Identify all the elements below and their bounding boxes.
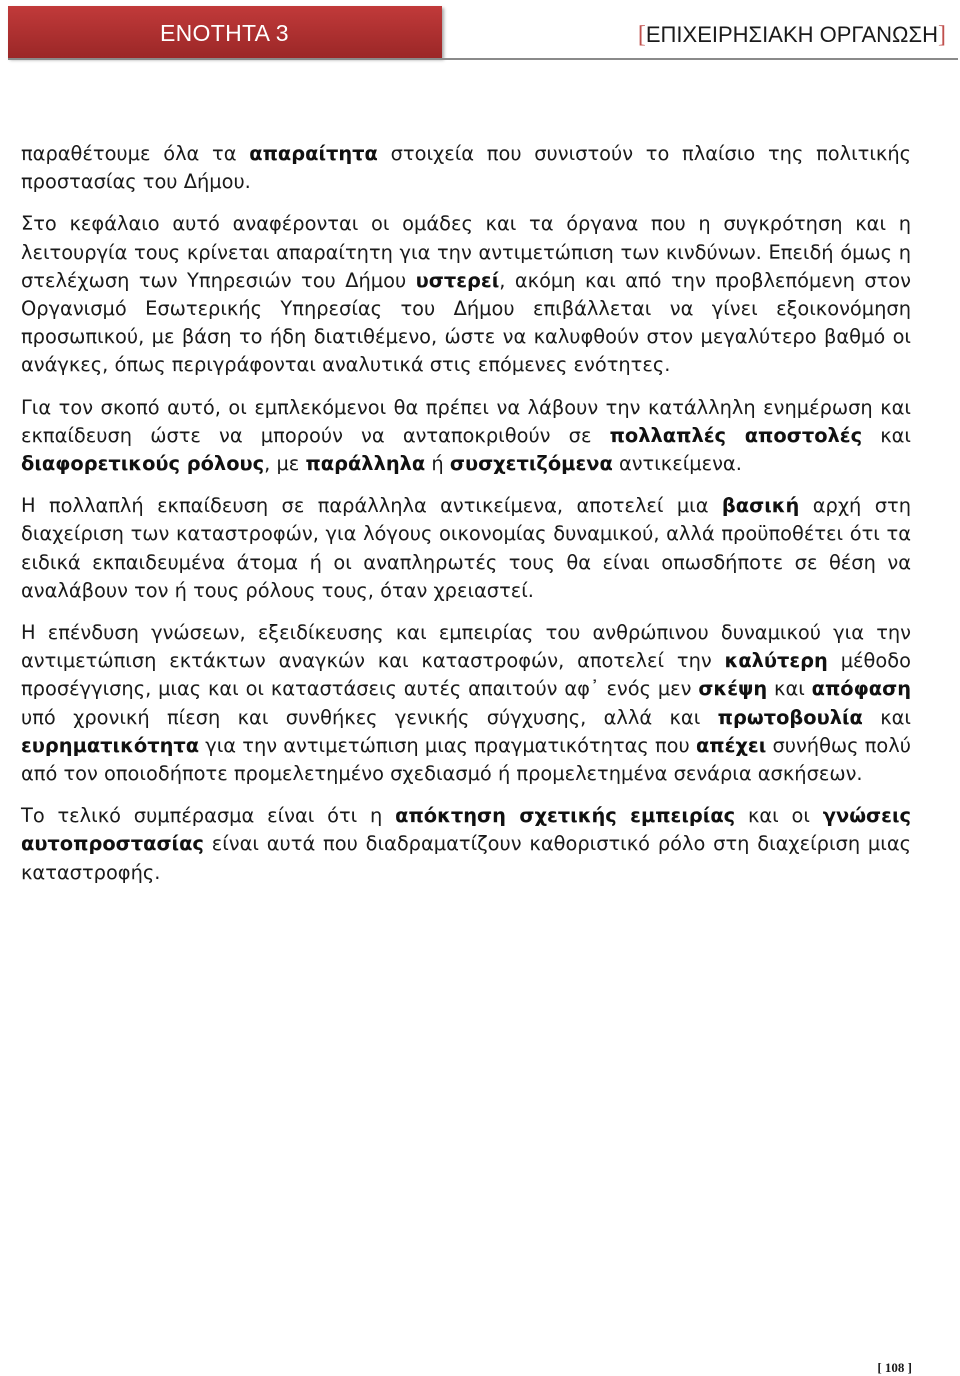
- section-label: ΕΝΟΤΗΤΑ 3: [160, 20, 289, 46]
- bold-text: πολλαπλές αποστολές: [609, 423, 863, 447]
- bold-text: βασική: [721, 494, 800, 518]
- paragraph-text: αρχή στη διαχείριση των καταστροφών, για λόγους οικονομίας δυναμικού, αλλά προϋποθέτει ότι τα ειδικά εκπαιδευμένα άτομα ή οι αναπληρωτές τους θα είναι οπωσδήποτε σε θέση να αναλάβουν τον ή τους ρόλους τους, όταν χρειαστεί.: [21, 494, 911, 602]
- document-body: [21, 140, 911, 901]
- paragraph-text: και: [767, 677, 812, 701]
- paragraph-text: Στο κεφάλαιο αυτό αναφέρονται οι ομάδες και τα όργανα που η συγκρότηση και η λειτουργία τους κρίνεται απαραίτητη για την αντιμετώπιση των κινδύνων. Επειδή όμως η στελέχωση των Υπηρεσιών του Δήμου: [21, 212, 911, 292]
- paragraph-text: μέθοδο προσέγγισης, μιας και οι καταστάσεις αυτές απαιτούν αφ᾽ ενός μεν: [21, 649, 911, 701]
- paragraph-text: και οι: [735, 804, 823, 828]
- section-tab: [8, 6, 442, 58]
- bold-text: διαφορετικούς ρόλους: [21, 452, 265, 476]
- bold-text: απόφαση: [811, 677, 912, 701]
- paragraph-text: ή: [425, 452, 450, 476]
- bold-text: πρωτοβουλία: [717, 705, 863, 729]
- paragraph-text: για την αντιμετώπιση μιας πραγματικότητας που: [199, 733, 696, 757]
- title-bracket-close: ]: [938, 22, 946, 48]
- bold-text: απαραίτητα: [249, 142, 378, 165]
- paragraph-text: , με: [264, 452, 306, 476]
- paragraph-text: υπό χρονική πίεση και συνθήκες γενικής σύγχυσης, αλλά και: [21, 705, 718, 729]
- header-divider: [8, 58, 958, 60]
- page-header: [8, 6, 958, 60]
- paragraph: [21, 140, 911, 196]
- paragraph-text: και: [862, 705, 911, 729]
- paragraph: [21, 394, 911, 479]
- page-number: [ 108 ]: [877, 1360, 912, 1375]
- paragraph-text: , ακόμη και από την προβλεπόμενη στον Οργανισμό Εσωτερικής Υπηρεσίας του Δήμου επιβάλλεται να γίνει εξοικονόμηση προσωπικού, με βάση το ήδη διατιθέμενο, ώστε να καλυφθούν στον μεγαλύτερο βαθμό οι ανάγκες, όπως περιγράφονται αναλυτικά στις επόμενες ενότητες.: [21, 268, 911, 377]
- paragraph-text: Το τελικό συμπέρασμα είναι ότι η: [21, 804, 396, 828]
- bold-text: γνώσεις αυτοπροστασίας: [21, 804, 911, 856]
- bold-text: απέχει: [695, 733, 767, 757]
- bold-text: υστερεί: [415, 268, 500, 292]
- paragraph-text: παραθέτουμε όλα τα: [21, 142, 250, 165]
- bold-text: ευρηματικότητα: [21, 733, 200, 757]
- bold-text: απόκτηση σχετικής εμπειρίας: [395, 804, 736, 828]
- bold-text: καλύτερη: [724, 649, 828, 673]
- paragraph-text: Για τον σκοπό αυτό, οι εμπλεκόμενοι θα πρέπει να λάβουν την κατάλληλη ενημέρωση και εκπαίδευση ώστε να μπορούν να ανταποκριθούν σε: [21, 395, 911, 447]
- paragraph-text: και: [862, 423, 911, 447]
- chapter-title: [638, 22, 946, 49]
- paragraph-text: Η πολλαπλή εκπαίδευση σε παράλληλα αντικείμενα, αποτελεί μια: [21, 494, 722, 518]
- bold-text: συσχετιζόμενα: [449, 452, 613, 476]
- bold-text: σκέψη: [698, 677, 768, 701]
- bold-text: παράλληλα: [305, 452, 426, 476]
- paragraph: [21, 210, 911, 379]
- paragraph-text: συνήθως πολύ από τον οποιοδήποτε προμελετημένο σχεδιασμό ή προμελετημένα σενάρια ασκήσεων.: [21, 733, 911, 786]
- chapter-title-text: ΕΠΙΧΕΙΡΗΣΙΑΚΗ ΟΡΓΑΝΩΣΗ: [645, 22, 938, 47]
- paragraph: [21, 619, 911, 788]
- paragraph: [21, 492, 911, 605]
- title-bracket-open: [: [637, 22, 646, 48]
- paragraph-text: είναι αυτά που διαδραματίζουν καθοριστικό ρόλο στη διαχείριση μιας καταστροφής.: [21, 832, 911, 884]
- paragraph-text: αντικείμενα.: [612, 452, 742, 476]
- paragraph-text: Η επένδυση γνώσεων, εξειδίκευσης και εμπειρίας του ανθρώπινου δυναμικού για την αντιμετώπιση εκτάκτων αναγκών και καταστροφών, αποτελεί την: [21, 621, 911, 673]
- paragraph-text: στοιχεία που συνιστούν το πλαίσιο της πολιτικής προστασίας του Δήμου.: [21, 142, 911, 194]
- paragraph: [21, 802, 911, 887]
